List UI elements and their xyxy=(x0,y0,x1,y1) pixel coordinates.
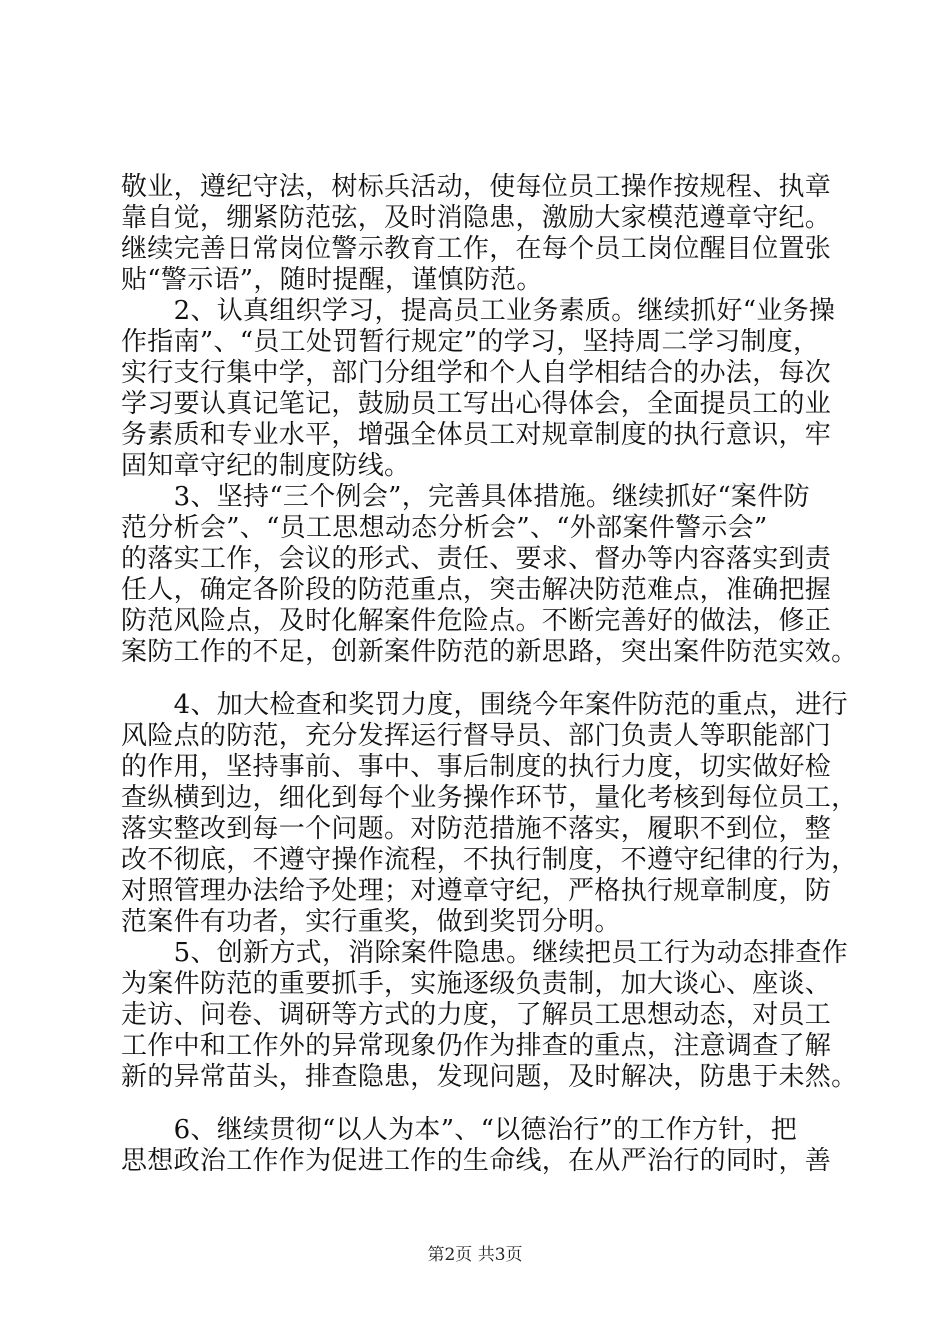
text-line: 靠自觉，绷紧防范弦，及时消隐患，激励大家模范遵章守纪。 xyxy=(121,203,832,233)
text-line: 查纵横到边，细化到每个业务操作环节，量化考核到每位员工， xyxy=(121,783,858,813)
text-line: 3、坚持“三个例会”，完善具体措施。继续抓好“案件防 xyxy=(121,482,810,512)
text-line: 贴“警示语”，随时提醒，谨慎防范。 xyxy=(121,265,543,295)
text-line: 的作用，坚持事前、事中、事后制度的执行力度，切实做好检 xyxy=(121,752,832,782)
text-line: 学习要认真记笔记，鼓励员工写出心得体会，全面提员工的业 xyxy=(121,389,832,419)
text-line: 新的异常苗头，排查隐患，发现问题，及时解决，防患于未然。 xyxy=(121,1062,858,1092)
text-line: 5、创新方式，消除案件隐患。继续把员工行为动态排查作 xyxy=(121,938,848,968)
document-body xyxy=(121,172,858,1177)
text-line: 敬业，遵纪守法，树标兵活动，使每位员工操作按规程、执章 xyxy=(121,172,832,202)
text-line: 范案件有功者，实行重奖，做到奖罚分明。 xyxy=(121,907,621,937)
text-line: 2、认真组织学习，提高员工业务素质。继续抓好“业务操 xyxy=(121,296,836,326)
text-line: 继续完善日常岗位警示教育工作，在每个员工岗位醒目位置张 xyxy=(121,234,832,264)
text-line: 走访、问卷、调研等方式的力度，了解员工思想动态，对员工 xyxy=(121,1000,832,1030)
text-line: 对照管理办法给予处理；对遵章守纪，严格执行规章制度，防 xyxy=(121,876,832,906)
paragraph-gap xyxy=(121,1093,841,1115)
text-line: 防范风险点，及时化解案件危险点。不断完善好的做法，修正 xyxy=(121,606,832,636)
text-line: 务素质和专业水平，增强全体员工对规章制度的执行意识，牢 xyxy=(121,420,832,450)
text-line: 任人，确定各阶段的防范重点，突击解决防范难点，准确把握 xyxy=(121,575,832,605)
text-line: 案防工作的不足，创新案件防范的新思路，突出案件防范实效。 xyxy=(121,637,858,667)
page-number-footer: 第2页 共3页 xyxy=(427,1245,523,1265)
text-line: 实行支行集中学，部门分组学和个人自学相结合的办法，每次 xyxy=(121,358,832,388)
text-line: 改不彻底，不遵守操作流程，不执行制度，不遵守纪律的行为， xyxy=(121,845,858,875)
text-line: 的落实工作，会议的形式、责任、要求、督办等内容落实到责 xyxy=(121,544,832,574)
text-line: 6、继续贯彻“以人为本”、“以德治行”的工作方针，把 xyxy=(121,1115,798,1145)
text-line: 范分析会”、“员工思想动态分析会”、“外部案件警示会” xyxy=(121,513,768,543)
text-line: 思想政治工作作为促进工作的生命线，在从严治行的同时，善 xyxy=(121,1146,832,1176)
text-line: 风险点的防范，充分发挥运行督导员、部门负责人等职能部门 xyxy=(121,721,832,751)
text-line: 作指南”、“员工处罚暂行规定”的学习，坚持周二学习制度， xyxy=(121,327,820,357)
text-line: 工作中和工作外的异常现象仍作为排查的重点，注意调查了解 xyxy=(121,1031,832,1061)
text-line: 4、加大检查和奖罚力度，围绕今年案件防范的重点，进行 xyxy=(121,690,848,720)
text-line: 固知章守纪的制度防线。 xyxy=(121,451,411,481)
text-line: 为案件防范的重要抓手，实施逐级负责制，加大谈心、座谈、 xyxy=(121,969,832,999)
text-line: 落实整改到每一个问题。对防范措施不落实，履职不到位，整 xyxy=(121,814,832,844)
paragraph-gap xyxy=(121,668,841,690)
